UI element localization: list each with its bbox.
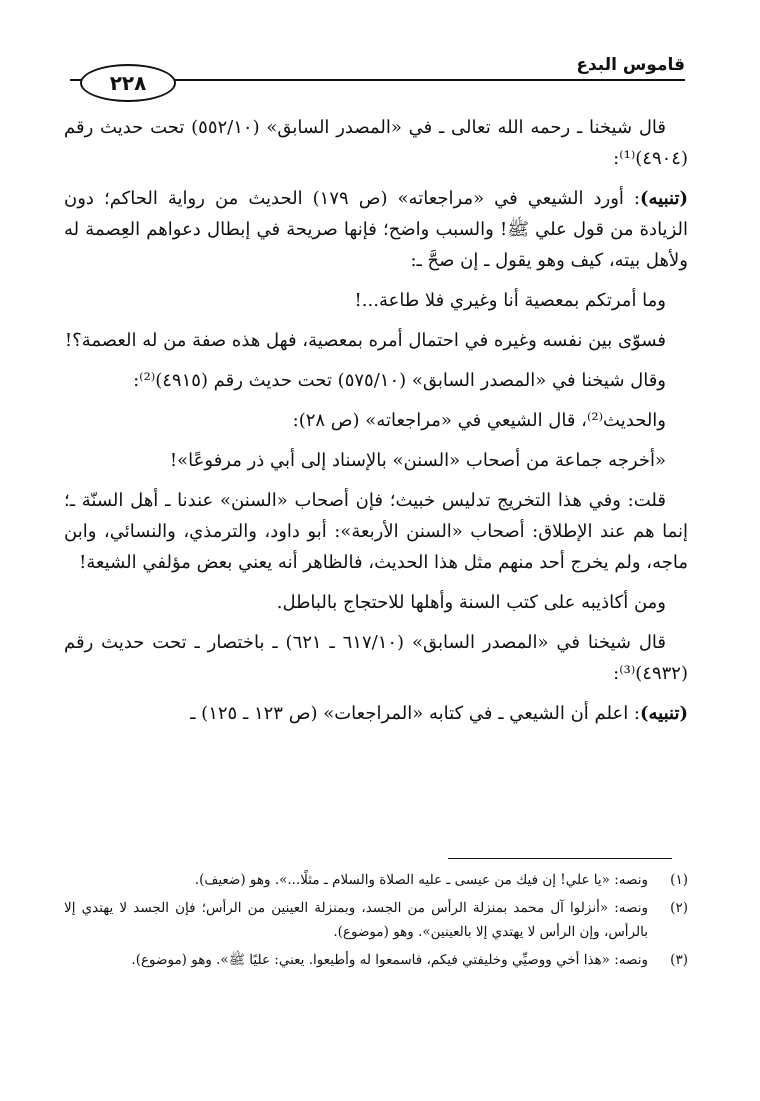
paragraph: وقال شيخنا في «المصدر السابق» (٥٧٥/١٠) تحت حديث رقم (٤٩١٥)⁽²⁾: (133, 370, 666, 391)
quoted-text: «أخرجه جماعة من أصحاب «السنن» بالإسناد إلى أبي ذر مرفوعًا»! (169, 450, 666, 471)
page-header (70, 52, 685, 96)
footnotes (64, 868, 688, 976)
paragraph: قال شيخنا في «المصدر السابق» (٦١٧/١٠ ـ ٦٢١) ـ باختصار ـ تحت حديث رقم (٤٩٣٢)⁽³⁾: (64, 632, 688, 684)
footnote-divider (448, 858, 672, 859)
footnote (64, 948, 688, 972)
footnote-number: (٣) (670, 952, 688, 968)
main-text (64, 112, 688, 738)
footnote-number: (١) (670, 872, 688, 888)
paragraph (64, 183, 688, 276)
paragraph: فسوّى بين نفسه وغيره في احتمال أمره بمعصية، فهل هذه صفة من له العصمة؟! (64, 330, 666, 351)
paragraph: قال شيخنا ـ رحمه الله تعالى ـ في «المصدر السابق» (٥٥٢/١٠) تحت حديث رقم (٤٩٠٤)⁽¹⁾: (64, 117, 688, 169)
footnote-text: ونصه: «أنزلوا آل محمد بمنزلة الرأس من الجسد، وبمنزلة العينين من الرأس؛ فإن الجسد لا يهتدي إلا بالرأس، وإن الرأس لا يهتدي إلا بالعينين». وهو (موضوع). (64, 900, 648, 940)
footnote-text: ونصه: «يا علي! إن فيك من عيسى ـ عليه الصلاة والسلام ـ مثلًا...». وهو (ضعيف). (194, 872, 648, 888)
paragraph-text: : اعلم أن الشيعي ـ في كتابه «المراجعات» (ص ١٢٣ ـ ١٢٥) ـ (190, 703, 640, 724)
note-label: (تنبيه) (640, 188, 689, 209)
paragraph (64, 698, 688, 729)
paragraph-text: : أورد الشيعي في «مراجعاته» (ص ١٧٩) الحديث من رواية الحاكم؛ دون الزيادة من قول علي ﷺ! والسبب واضح؛ فإنها صريحة في إبطال دعواهم العِصمة له ولأهل بيته، كيف وهو يقول ـ إن صحَّ ـ: (64, 188, 688, 271)
footnote (64, 896, 688, 944)
page-number: ٢٢٨ (80, 64, 176, 102)
quoted-text: وما أمرتكم بمعصية أنا وغيري فلا طاعة...! (354, 290, 666, 311)
paragraph: ومن أكاذيبه على كتب السنة وأهلها للاحتجاج بالباطل. (276, 592, 666, 613)
footnote-number: (٢) (670, 900, 688, 916)
book-title: قاموس البدع (576, 55, 685, 75)
footnote (64, 868, 688, 892)
footnote-text: ونصه: «هذا أخي ووصيِّي وخليفتي فيكم، فاسمعوا له وأطيعوا. يعني: عليًا ﷺ». وهو (موضوع). (131, 952, 648, 968)
paragraph: والحديث⁽²⁾، قال الشيعي في «مراجعاته» (ص ٢٨): (292, 410, 666, 431)
paragraph: قلت: وفي هذا التخريج تدليس خبيث؛ فإن أصحاب «السنن» عندنا ـ أهل السنّة ـ؛ إنما هم عند الإطلاق: أصحاب «السنن الأربعة»: أبو داود، والترمذي، والنسائي، وابن ماجه، ولم يخرج أحد منهم مثل هذا الحديث، فالظاهر أنه يعني بعض مؤلفي الشيعة! (64, 490, 688, 573)
note-label: (تنبيه) (640, 703, 688, 724)
